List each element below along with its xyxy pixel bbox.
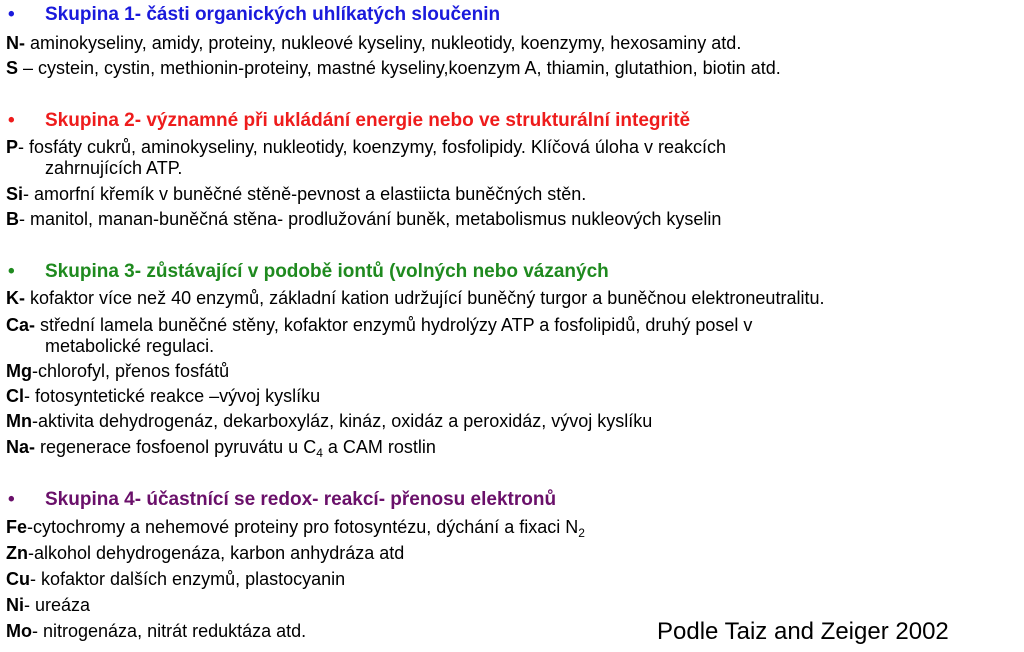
bullet-icon: • — [8, 110, 15, 131]
group-4-title: Skupina 4- účastnící se redox- reakcí- přenosu elektronů — [45, 489, 557, 510]
list-item-zn: Zn-alkohol dehydrogenáza, karbon anhydráza atd — [6, 543, 405, 563]
list-item-si: Si- amorfní křemík v buněčné stěně-pevnost a elastiicta buněčných stěn. — [6, 184, 587, 204]
group-1-heading — [8, 4, 500, 26]
source-citation: Podle Taiz and Zeiger 2002 — [657, 618, 949, 645]
group-2-heading — [8, 110, 690, 132]
list-item-s: S – cystein, cystin, methionin-proteiny, mastné kyseliny,koenzym A, thiamin, glutathion, biotin atd. — [6, 58, 781, 78]
list-item-p-continued: zahrnujících ATP. — [45, 158, 183, 178]
list-item-b: B- manitol, manan-buněčná stěna- prodlužování buněk, metabolismus nukleových kyselin — [6, 209, 722, 229]
list-item-ca-continued: metabolické regulaci. — [45, 336, 215, 356]
list-item-ca: Ca- střední lamela buněčné stěny, kofaktor enzymů hydrolýzy ATP a fosfolipidů, druhý posel v — [6, 315, 753, 335]
list-item-ni: Ni- ureáza — [6, 595, 91, 615]
list-item-fe: Fe-cytochromy a nehemové proteiny pro fotosyntézu, dýchání a fixaci $N_2$ — [6, 517, 585, 540]
list-item-mg: Mg-chlorofyl, přenos fosfátů — [6, 361, 230, 381]
group-3-title: Skupina 3- zůstávající v podobě iontů (volných nebo vázaných — [45, 261, 609, 282]
list-item-cu: Cu- kofaktor dalších enzymů, plastocyanin — [6, 569, 346, 589]
list-item-na: Na- regenerace fosfoenol pyruvátu u $C_4$ a CAM rostlin — [6, 437, 436, 460]
list-item-cl: Cl- fotosyntetické reakce –vývoj kyslíku — [6, 386, 321, 406]
group-4-heading — [8, 489, 556, 511]
list-item-mn: Mn-aktivita dehydrogenáz, dekarboxyláz, kináz, oxidáz a peroxidáz, vývoj kyslíku — [6, 411, 653, 431]
group-1-title: Skupina 1- části organických uhlíkatých sloučenin — [45, 4, 501, 25]
list-item-p: P- fosfáty cukrů, aminokyseliny, nukleotidy, koenzymy, fosfolipidy. Klíčová úloha v reakcích — [6, 137, 726, 157]
list-item-n: N- aminokyseliny, amidy, proteiny, nukleové kyseliny, nukleotidy, koenzymy, hexosaminy atd. — [6, 33, 742, 53]
list-item-k: K- kofaktor více než 40 enzymů, základní kation udržující buněčný turgor a buněčnou elektroneutralitu. — [6, 288, 825, 308]
group-3-heading — [8, 261, 609, 283]
bullet-icon: • — [8, 489, 15, 510]
group-2-title: Skupina 2- významné při ukládání energie nebo ve strukturální integritě — [45, 110, 691, 131]
list-item-mo: Mo- nitrogenáza, nitrát reduktáza atd. — [6, 621, 307, 641]
bullet-icon: • — [8, 4, 15, 25]
bullet-icon: • — [8, 261, 15, 282]
